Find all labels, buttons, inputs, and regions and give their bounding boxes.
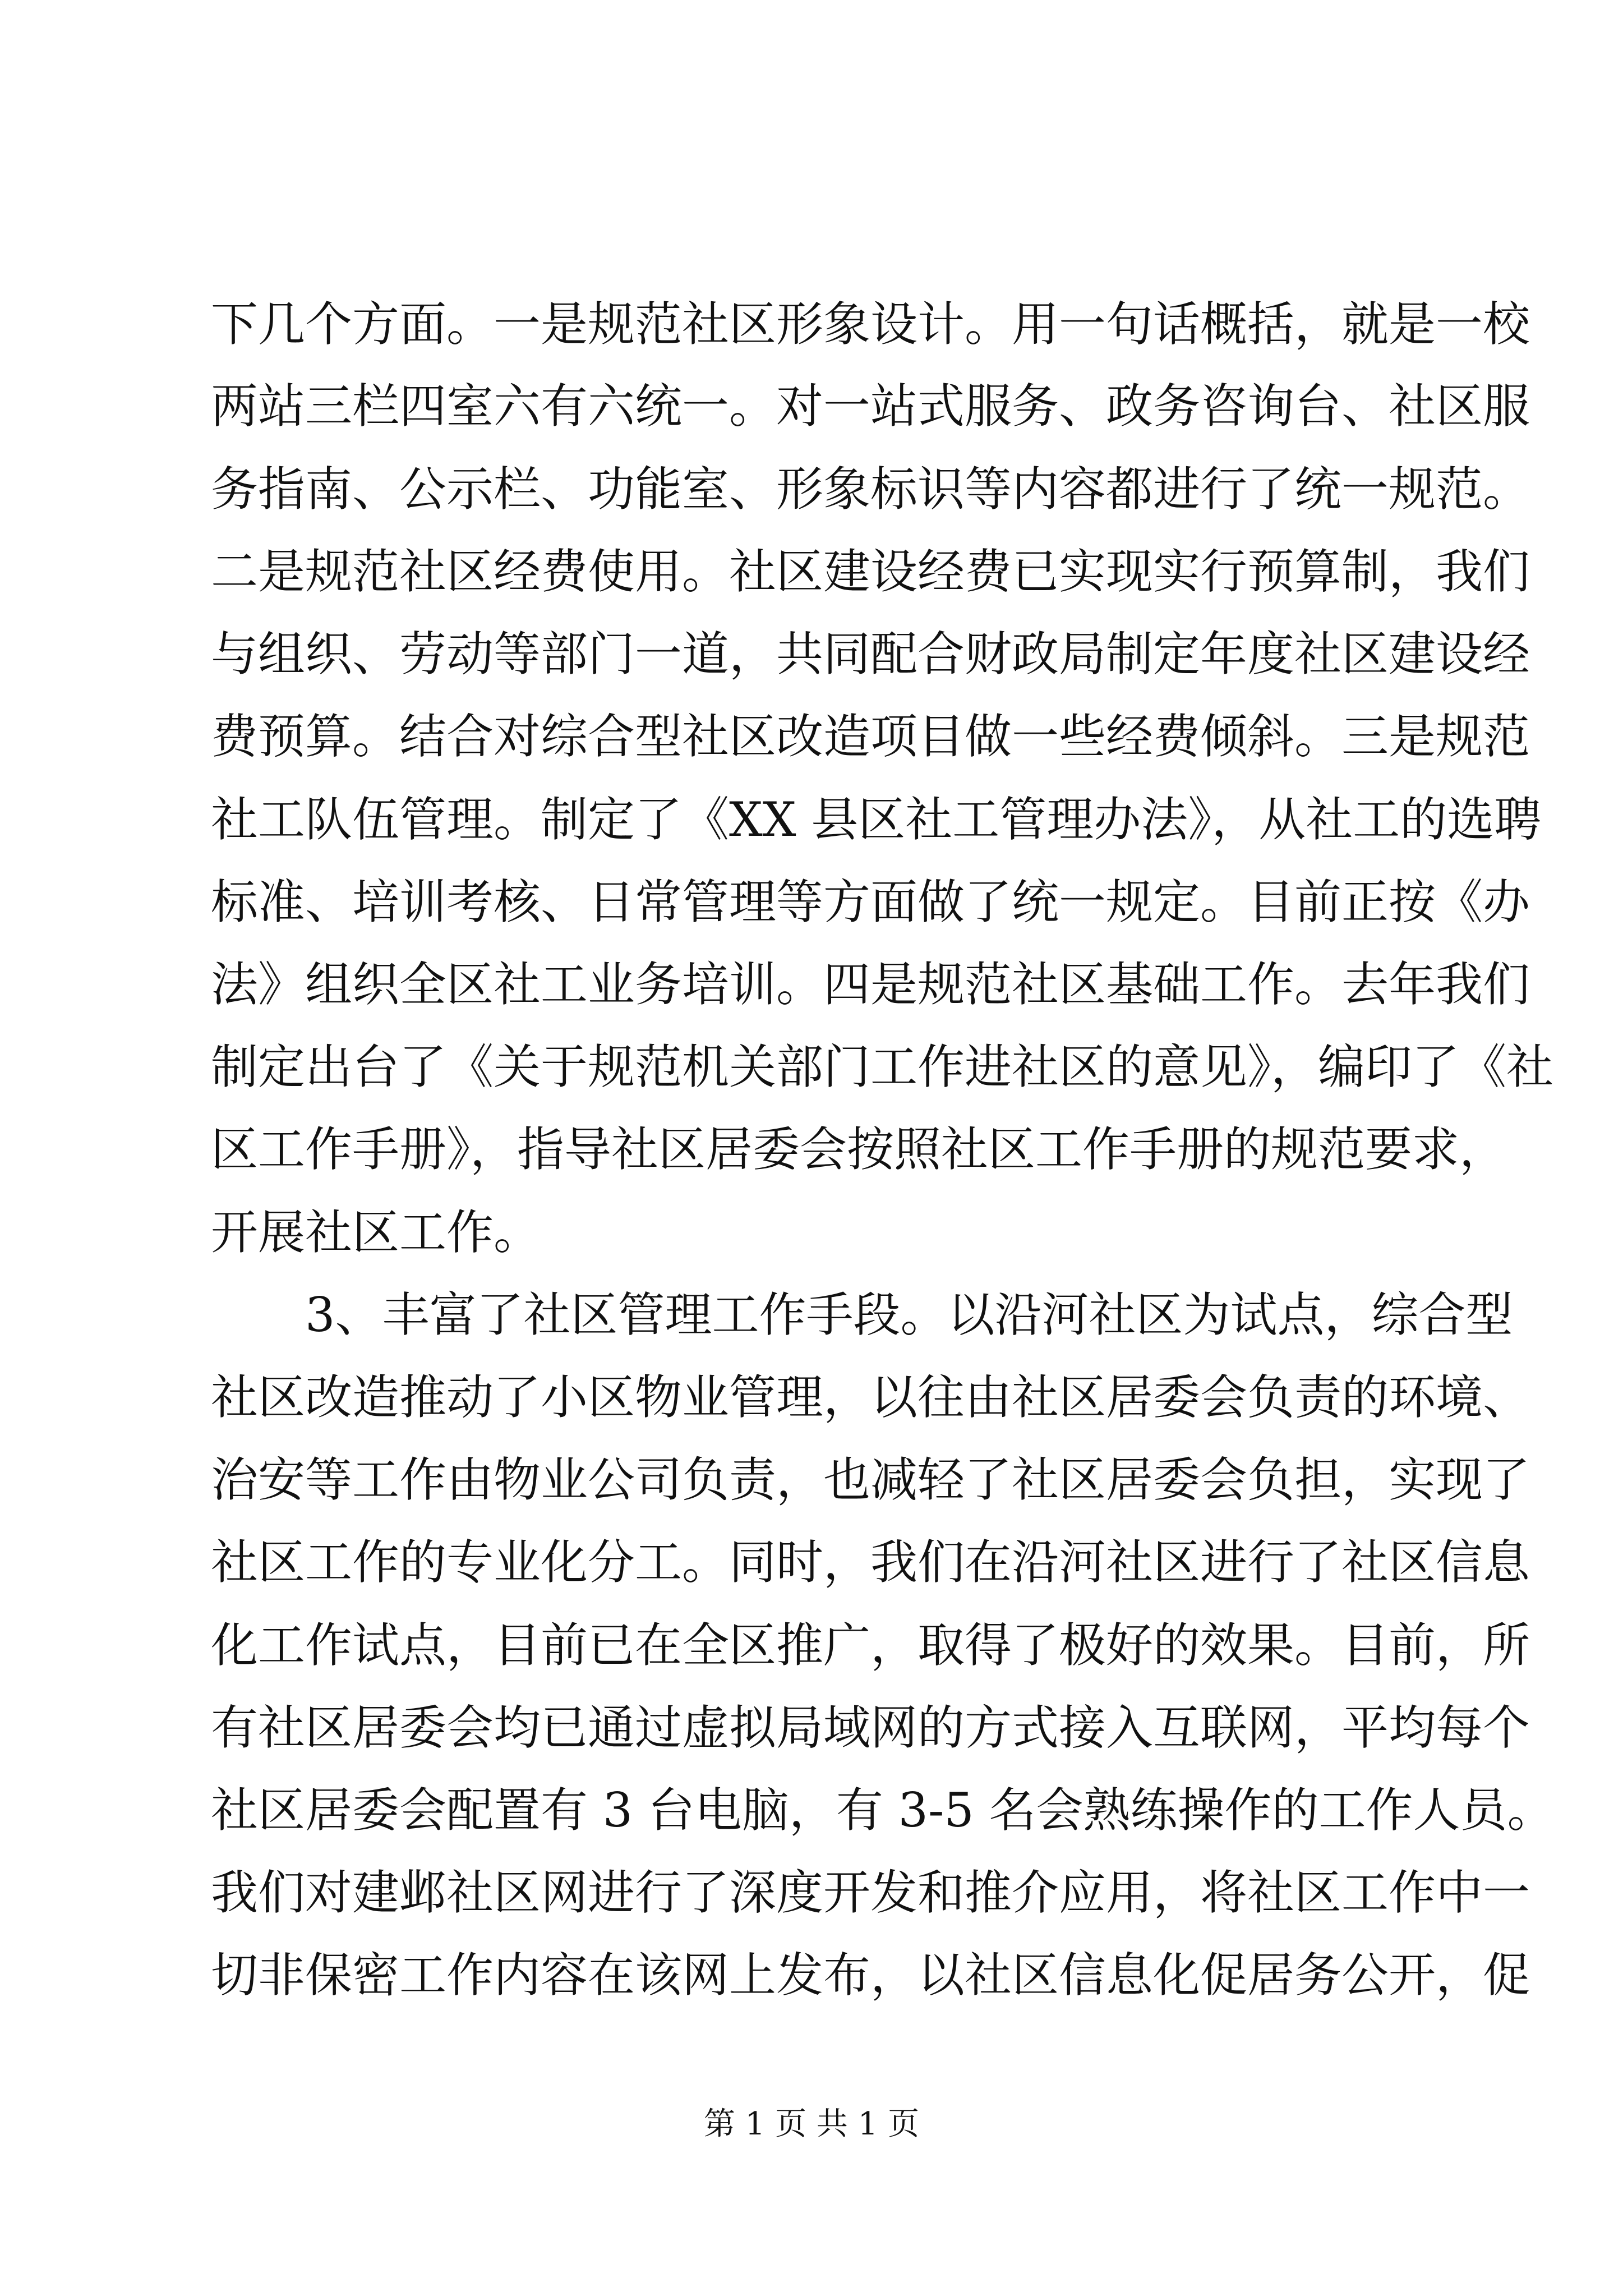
text-line-8: 标准、培训考核、日常管理等方面做了统一规定。目前正按《办 [211, 875, 1530, 930]
text-line-9: 法》组织全区社工业务培训。四是规范社区基础工作。去年我们 [211, 957, 1530, 1012]
text-line-10: 制定出台了《关于规范机关部门工作进社区的意见》，编印了《社 [211, 1039, 1554, 1094]
page-footer: 第 1 页 共 1 页 [703, 2106, 920, 2142]
text-line-7: 社工队伍管理。制定了《XX 县区社工管理办法》，从社工的选聘 [211, 792, 1542, 847]
text-line-1: 下几个方面。一是规范社区形象设计。用一句话概括，就是一校 [211, 297, 1530, 352]
text-line-20: 我们对建邺社区网进行了深度开发和推介应用，将社区工作中一 [211, 1865, 1530, 1920]
text-line-3: 务指南、公示栏、功能室、形象标识等内容都进行了统一规范。 [211, 462, 1530, 517]
text-line-19: 社区居委会配置有 3 台电脑，有 3-5 名会熟练操作的工作人员。 [211, 1783, 1555, 1838]
text-line-2: 两站三栏四室六有六统一。对一站式服务、政务咨询台、社区服 [211, 379, 1530, 434]
text-line-17: 化工作试点，目前已在全区推广，取得了极好的效果。目前，所 [211, 1618, 1530, 1673]
text-line-11: 区工作手册》，指导社区居委会按照社区工作手册的规范要求， [211, 1122, 1507, 1177]
text-line-18: 有社区居委会均已通过虚拟局域网的方式接入互联网，平均每个 [211, 1700, 1530, 1755]
text-line-14: 社区改造推动了小区物业管理，以往由社区居委会负责的环境、 [211, 1370, 1530, 1425]
text-line-6: 费预算。结合对综合型社区改造项目做一些经费倾斜。三是规范 [211, 709, 1530, 764]
text-line-13: 3、丰富了社区管理工作手段。以沿河社区为试点，综合型 [305, 1287, 1513, 1342]
text-line-15: 治安等工作由物业公司负责，也减轻了社区居委会负担，实现了 [211, 1452, 1530, 1507]
text-line-5: 与组织、劳动等部门一道，共同配合财政局制定年度社区建设经 [211, 627, 1530, 682]
text-line-4: 二是规范社区经费使用。社区建设经费已实现实行预算制，我们 [211, 544, 1530, 599]
text-line-12: 开展社区工作。 [211, 1205, 541, 1260]
text-line-16: 社区工作的专业化分工。同时，我们在沿河社区进行了社区信息 [211, 1535, 1530, 1590]
text-line-21: 切非保密工作内容在该网上发布，以社区信息化促居务公开，促 [211, 1948, 1530, 2003]
